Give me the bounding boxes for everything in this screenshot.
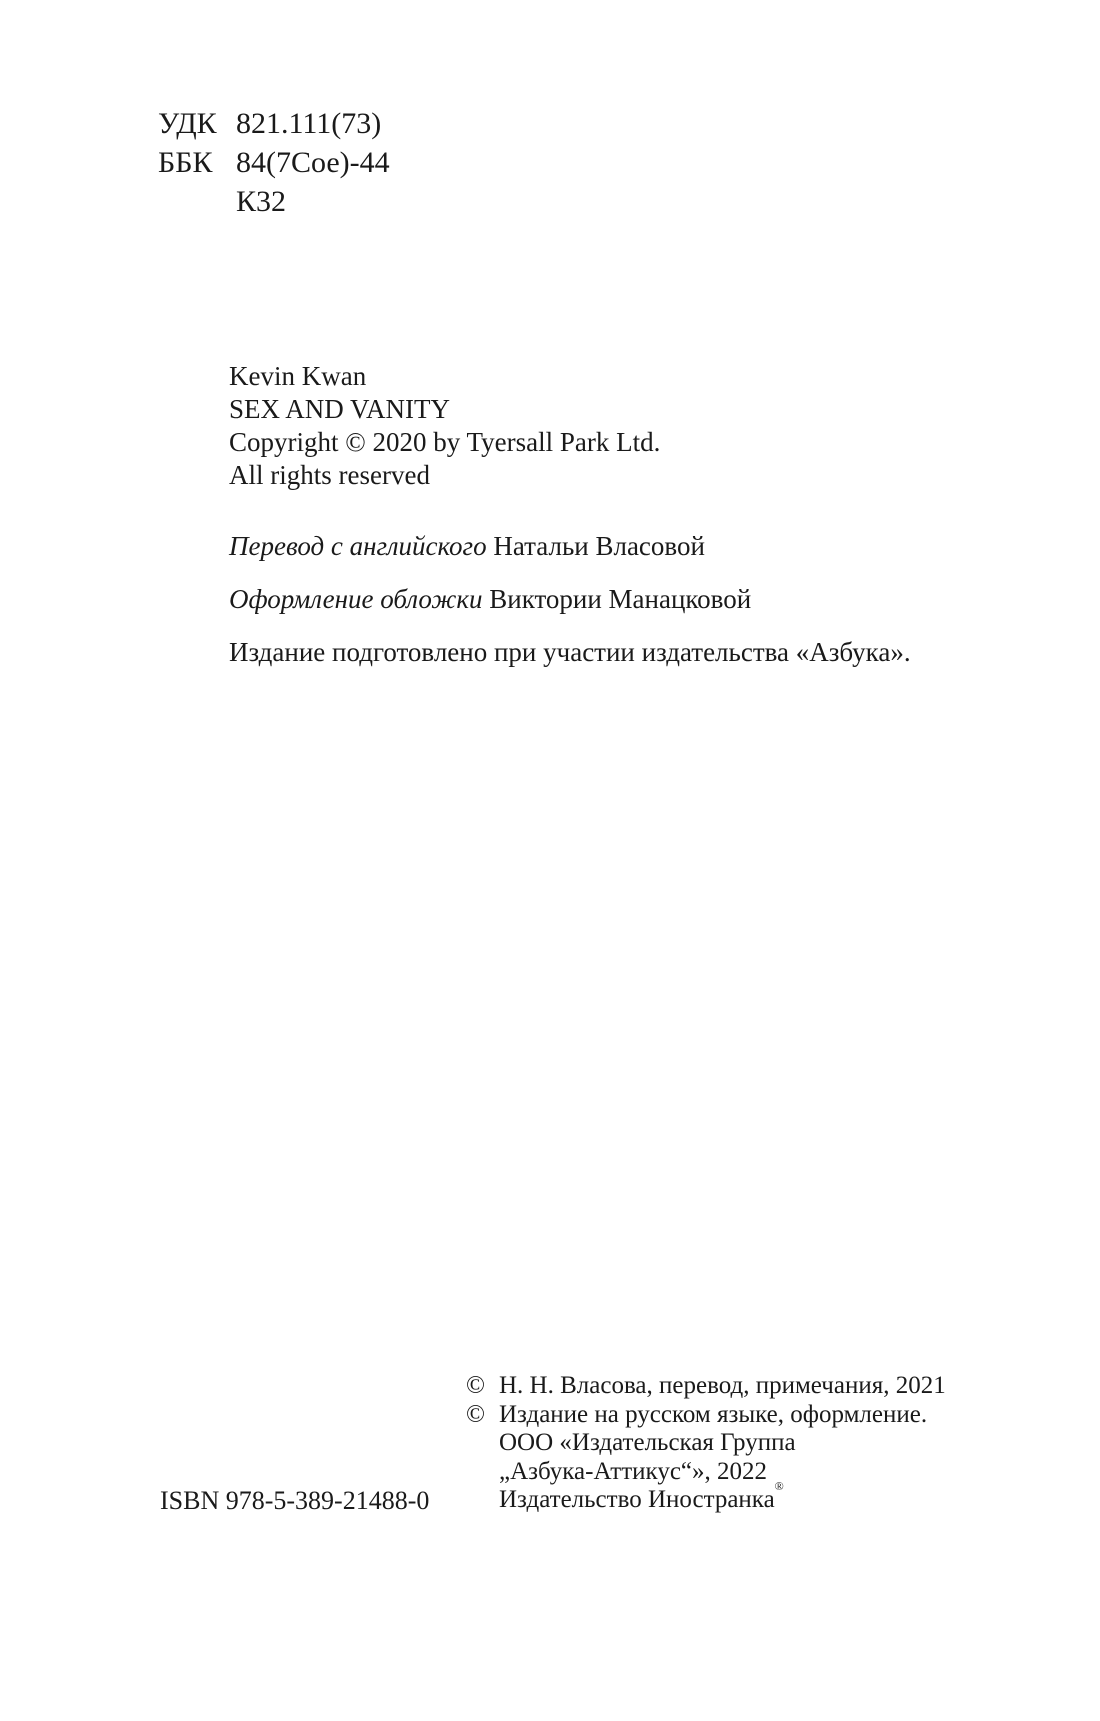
edition-note: Издание подготовлено при участии издательства «Азбука». bbox=[229, 637, 911, 667]
copyright-line-translation bbox=[466, 1372, 946, 1401]
copyright-symbol: © bbox=[466, 1400, 485, 1428]
copyright-symbol: © bbox=[466, 1372, 485, 1399]
translator-name: Натальи Власовой bbox=[493, 531, 705, 561]
copyright-block bbox=[466, 1372, 946, 1515]
original-author: Kevin Kwan bbox=[229, 361, 367, 391]
author-mark: К32 bbox=[236, 185, 287, 218]
copyright-translation-text: Н. Н. Власова, перевод, примечания, 2021 bbox=[499, 1372, 946, 1399]
cover-role: Оформление обложки bbox=[229, 584, 483, 614]
copyright-publisher-line-2: „Азбука-Аттикус“», 2022 bbox=[499, 1457, 768, 1485]
copyright-line-edition bbox=[466, 1401, 946, 1430]
translation-credit bbox=[229, 530, 705, 563]
original-edition-block bbox=[229, 360, 660, 492]
bbk-label: ББК bbox=[158, 146, 213, 179]
original-rights: All rights reserved bbox=[229, 460, 430, 490]
copyright-imprint-line bbox=[466, 1479, 946, 1515]
author-mark-row bbox=[158, 182, 390, 221]
bbk-value: 84(7Сое)-44 bbox=[236, 146, 390, 179]
cover-credit bbox=[229, 583, 751, 616]
cover-designer-name: Виктории Манацковой bbox=[489, 584, 752, 614]
isbn: ISBN 978-5-389-21488-0 bbox=[160, 1486, 430, 1515]
registered-mark: ® bbox=[774, 1479, 784, 1493]
translation-role: Перевод с английского bbox=[229, 531, 487, 561]
udk-value: 821.111(73) bbox=[236, 107, 382, 140]
classification-block bbox=[158, 104, 390, 221]
imprint-name: Издательство Иностранка bbox=[499, 1486, 775, 1513]
original-title: SEX AND VANITY bbox=[229, 394, 451, 424]
udk-label: УДК bbox=[158, 107, 217, 140]
copyright-publisher-line: ООО «Издательская Группа bbox=[499, 1429, 796, 1456]
original-copyright: Copyright © 2020 by Tyersall Park Ltd. bbox=[229, 427, 661, 457]
bbk-row bbox=[158, 143, 390, 182]
udk-row bbox=[158, 104, 390, 143]
copyright-edition-text: Издание на русском языке, оформление. bbox=[499, 1400, 928, 1428]
